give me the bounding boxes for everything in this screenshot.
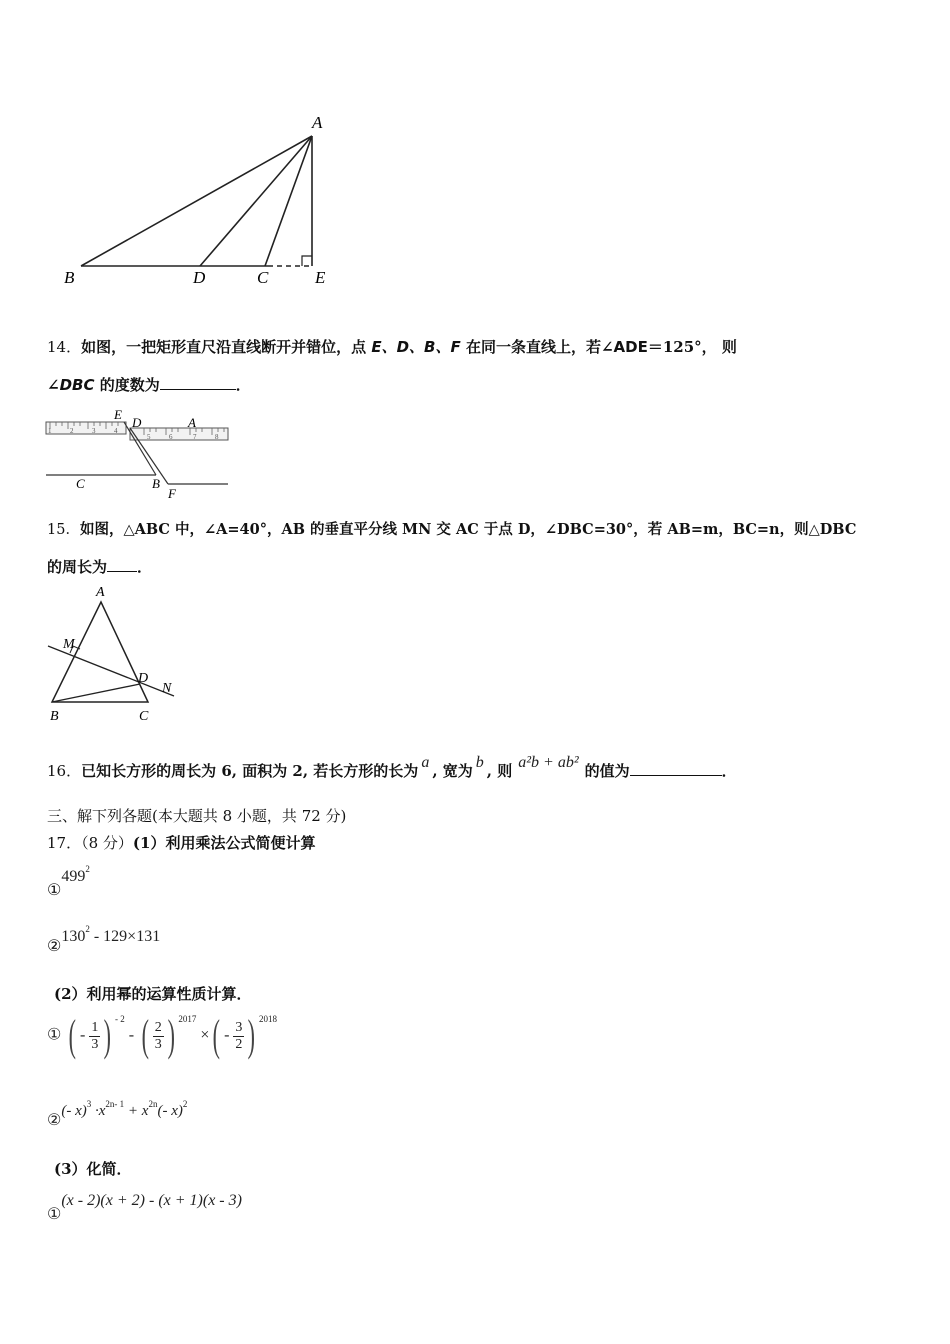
fraction-one-third bbox=[89, 1020, 100, 1053]
q17-part3-title: (3）化简． bbox=[54, 1160, 132, 1178]
q15-text: 如图，△ABC 中，∠A=40°，AB 的垂直平分线 MN 交 AC 于点 D，∠DBC=30°，若 AB=m，BC=n，则△DBC bbox=[79, 521, 857, 538]
q16-text-e: ． bbox=[721, 762, 737, 780]
q14-line2 bbox=[47, 374, 251, 395]
fig14-label-e: E bbox=[114, 407, 122, 422]
ruler-tick-8: 8 bbox=[215, 433, 219, 441]
q15-line2-text: 的周长为 bbox=[47, 558, 108, 576]
q17-number: 17．（8 分） bbox=[47, 834, 133, 852]
ruler-tick-3: 3 bbox=[92, 427, 96, 435]
frac2-num: 2 bbox=[154, 1019, 162, 1035]
p2i2-d-exp: 2 bbox=[182, 1099, 188, 1109]
paren-close-1: ) bbox=[103, 1011, 112, 1060]
frac3-den: 2 bbox=[235, 1036, 243, 1052]
q14-ade: ADE bbox=[613, 338, 648, 356]
p2i2-a: (- x) bbox=[61, 1103, 87, 1119]
fig15-label-d: D bbox=[138, 671, 149, 686]
q14-points: E、D、B、F bbox=[371, 338, 461, 356]
q17-part2-item1 bbox=[47, 1011, 278, 1060]
fig13-label-c: C bbox=[257, 268, 269, 287]
p2i1-exp2: 2017 bbox=[178, 1013, 197, 1024]
q14-text-a: 如图，一把矩形直尺沿直线断开并错位，点 bbox=[81, 338, 372, 356]
frac2-den: 3 bbox=[154, 1036, 162, 1052]
q15-answer-blank bbox=[107, 557, 137, 572]
ruler-tick-6: 6 bbox=[169, 433, 173, 441]
q17-item2-exp: 2 bbox=[85, 924, 90, 934]
q17-item2 bbox=[47, 924, 161, 955]
frac1-num: 1 bbox=[91, 1019, 99, 1035]
fig13-label-d: D bbox=[193, 268, 206, 287]
q17-p3-item1-mark: ① bbox=[47, 1204, 62, 1223]
fig15-label-a: A bbox=[96, 585, 105, 600]
q17-item1 bbox=[47, 864, 90, 899]
q16-var-a: a bbox=[421, 754, 430, 771]
p2i1-exp1: - 2 bbox=[114, 1013, 125, 1024]
ruler-tick-5: 5 bbox=[147, 433, 151, 441]
q14-angle-sign: ∠ bbox=[47, 376, 60, 394]
q14-text-c: ＝125°， 则 bbox=[647, 338, 737, 356]
q17-item1-exp: 2 bbox=[85, 864, 90, 874]
q16-answer-blank bbox=[630, 761, 722, 776]
fig13-label-e: E bbox=[315, 268, 326, 287]
q17-item1-base: 499 bbox=[61, 868, 86, 885]
ruler-tick-7: 7 bbox=[193, 433, 197, 441]
q17-item2-mark: ② bbox=[47, 936, 62, 955]
q15-number: 15． bbox=[47, 522, 80, 538]
q17-part2-title: (2）利用幂的运算性质计算． bbox=[54, 985, 252, 1003]
ruler-tick-2: 2 bbox=[70, 427, 74, 435]
figure-broken-ruler bbox=[44, 405, 234, 502]
q17-part1-title: (1）利用乘法公式简便计算 bbox=[132, 834, 316, 852]
p2i2-c: + x bbox=[124, 1103, 149, 1119]
q17-header bbox=[47, 832, 315, 853]
ruler-tick-1: 1 bbox=[48, 427, 52, 435]
p2i2-d: (- x) bbox=[157, 1103, 183, 1119]
fig13-label-a: A bbox=[312, 113, 323, 132]
q14-line2-text: 的度数为 bbox=[94, 376, 160, 394]
frac3-num: 3 bbox=[235, 1019, 243, 1035]
q17-p2-item2-mark: ② bbox=[47, 1110, 62, 1129]
q16-text-b: , 宽为 bbox=[432, 762, 473, 780]
figure-triangle-abe bbox=[55, 110, 345, 295]
ruler-tick-4: 4 bbox=[114, 427, 118, 435]
q15-line2-end: ． bbox=[137, 558, 153, 576]
q17-part2-item2 bbox=[47, 1099, 188, 1129]
fig14-label-f: F bbox=[168, 486, 176, 501]
paren-close-3: ) bbox=[248, 1011, 256, 1060]
p2i1-times: × bbox=[200, 1026, 210, 1044]
q15-line1 bbox=[47, 518, 856, 539]
q14-answer-blank bbox=[160, 375, 236, 390]
fig15-label-c: C bbox=[139, 709, 149, 724]
q14-line1 bbox=[47, 336, 737, 357]
paren-open-3: ( bbox=[213, 1011, 221, 1060]
fig15-label-b: B bbox=[50, 709, 59, 724]
q14-number: 14． bbox=[47, 338, 82, 356]
p2i2-b-exp: 2n- 1 bbox=[105, 1099, 125, 1109]
q17-p2-item1-mark: ① bbox=[47, 1024, 62, 1044]
q15-line2 bbox=[47, 556, 152, 577]
fig13-label-b: B bbox=[64, 268, 75, 287]
q17-item1-mark: ① bbox=[47, 880, 62, 899]
fig14-label-b: B bbox=[152, 476, 160, 491]
q14-dbc: DBC bbox=[59, 376, 95, 394]
fig14-label-c: C bbox=[76, 476, 85, 491]
q17-part3-item1 bbox=[47, 1190, 242, 1223]
p2i1-mid-minus: - bbox=[128, 1026, 135, 1044]
q16-line bbox=[47, 754, 737, 781]
fig14-label-a: A bbox=[188, 415, 196, 430]
p2i2-a-exp: 3 bbox=[86, 1099, 92, 1109]
q17-item2-base: 130 bbox=[61, 928, 86, 945]
paren-close-2: ) bbox=[167, 1011, 175, 1060]
p2i2-c-exp: 2n bbox=[148, 1099, 158, 1109]
p2i1-exp3: 2018 bbox=[259, 1013, 278, 1024]
q14-line2-end: ． bbox=[235, 376, 251, 394]
q16-expression: a²b + ab² bbox=[518, 754, 579, 771]
section3-title: 三、解下列各题(本大题共 8 小题，共 72 分) bbox=[47, 807, 347, 825]
q14-text-b: 在同一条直线上，若∠ bbox=[460, 338, 614, 356]
paren-open-2: ( bbox=[141, 1011, 150, 1060]
q16-text-a: 已知长方形的周长为 6, 面积为 2, 若长方形的长为 bbox=[81, 762, 419, 780]
fig14-label-d: D bbox=[132, 415, 142, 430]
figure-triangle-abc bbox=[44, 582, 194, 724]
p2i1-minus1: - bbox=[80, 1026, 86, 1044]
p2i2-b: ·x bbox=[91, 1103, 106, 1119]
fraction-three-halves bbox=[233, 1020, 244, 1053]
fig15-label-m: M bbox=[63, 637, 75, 652]
fig15-label-n: N bbox=[162, 681, 172, 696]
q16-number: 16． bbox=[47, 762, 82, 780]
q16-var-b: b bbox=[475, 754, 484, 771]
q16-text-d: 的值为 bbox=[584, 762, 630, 780]
paren-open-1: ( bbox=[69, 1011, 77, 1060]
q16-text-c: , 则 bbox=[486, 762, 513, 780]
q17-item2-rest: - 129×131 bbox=[89, 928, 161, 945]
frac1-den: 3 bbox=[91, 1036, 99, 1052]
fraction-two-thirds bbox=[153, 1020, 164, 1053]
p3-expression: (x - 2)(x + 2) - (x + 1)(x - 3) bbox=[61, 1192, 242, 1209]
p2i1-minus3: - bbox=[224, 1026, 230, 1044]
